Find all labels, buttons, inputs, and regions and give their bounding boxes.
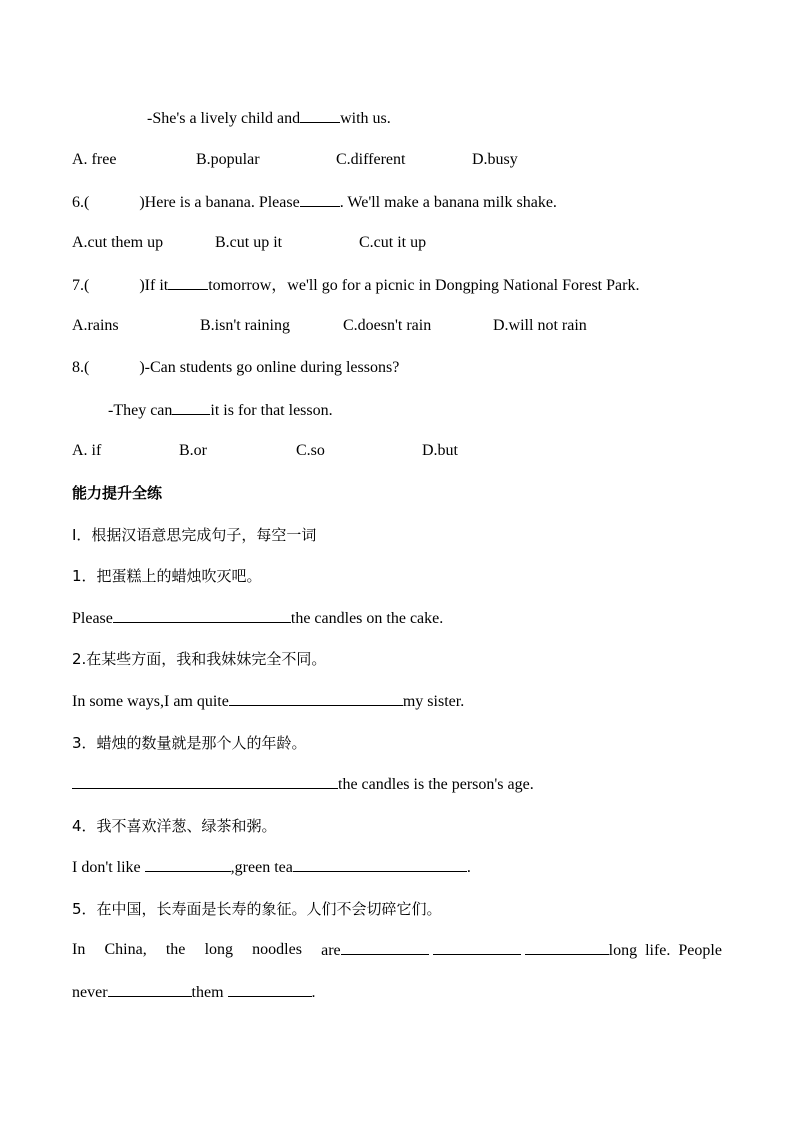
q8-number: 8.(: [72, 359, 90, 376]
q8-question: [72, 358, 399, 378]
q7-option-d[interactable]: D.will not rain: [493, 317, 587, 334]
s3-end: the candles is the person's age.: [338, 776, 534, 793]
q6-option-b[interactable]: B.cut up it: [215, 234, 283, 251]
q5-option-d[interactable]: D.busy: [472, 151, 518, 168]
q7-question: [72, 275, 639, 296]
q8-answer-text: -They can: [108, 402, 173, 419]
q6-blank[interactable]: [300, 192, 340, 207]
q5-option-b[interactable]: B.popular: [196, 151, 260, 168]
q7-number: 7.(: [72, 277, 90, 294]
s3-blank[interactable]: [72, 774, 338, 789]
q8-answer-line: [108, 400, 333, 421]
s5-chinese: 5．在中国，长寿面是长寿的象征。人们不会切碎它们。: [72, 900, 442, 918]
q8-option-b[interactable]: B.or: [179, 442, 207, 459]
q5-option-c[interactable]: C.different: [336, 151, 406, 168]
q7-tail: tomorrow，we'll go for a picnic in Dongping National Forest Park.: [208, 277, 640, 294]
s5-line2-end: .: [311, 984, 316, 1001]
q8-option-a[interactable]: A. if: [72, 442, 102, 459]
s2-start: In some ways,I am quite: [72, 693, 229, 710]
s4-english: [72, 857, 471, 878]
s5-word: long: [204, 941, 234, 958]
s5-blank-2[interactable]: [433, 940, 521, 955]
q6-option-a[interactable]: A.cut them up: [72, 234, 164, 251]
s5-blank-5[interactable]: [228, 982, 312, 997]
s5-word: the: [165, 941, 186, 958]
q5-answer-blank[interactable]: [300, 108, 340, 123]
s4-chinese: 4．我不喜欢洋葱、绿茶和粥。: [72, 817, 277, 835]
q7-text: )If it: [139, 277, 169, 294]
s5-line2-mid: them: [191, 984, 224, 1001]
q8-text: )-Can students go online during lessons?: [139, 359, 400, 376]
q8-answer-tail: it is for that lesson.: [210, 402, 333, 419]
s5-english-line1: [72, 940, 722, 961]
s2-english: [72, 691, 464, 712]
s5-word: noodles: [252, 941, 302, 958]
q5-answer-text: -She's a lively child and: [147, 110, 301, 127]
q7-option-b[interactable]: B.isn't raining: [200, 317, 290, 334]
s2-end: my sister.: [402, 693, 465, 710]
s1-english: [72, 608, 443, 629]
q7-option-a[interactable]: A.rains: [72, 317, 119, 334]
s5-line2-start: never: [72, 984, 108, 1001]
q6-text: )Here is a banana. Please: [139, 194, 300, 211]
s4-blank-1[interactable]: [145, 857, 231, 872]
s5-word: are: [321, 942, 341, 959]
part-title: I．根据汉语意思完成句子，每空一词: [72, 526, 317, 544]
q6-number: 6.(: [72, 194, 90, 211]
s5-blank-3[interactable]: [525, 940, 609, 955]
s1-end: the candles on the cake.: [290, 610, 444, 627]
s5-blanks: [321, 940, 722, 961]
s5-blank-4[interactable]: [108, 982, 192, 997]
q7-blank[interactable]: [168, 275, 208, 290]
s5-line1-end: long life. People: [608, 942, 722, 959]
s5-word: In: [72, 941, 86, 958]
s4-end: .: [466, 859, 471, 876]
section-title: 能力提升全练: [72, 484, 163, 502]
s2-blank[interactable]: [229, 691, 403, 706]
q8-option-d[interactable]: D.but: [422, 442, 458, 459]
q6-option-c[interactable]: C.cut it up: [359, 234, 427, 251]
q6-tail: . We'll make a banana milk shake.: [339, 194, 557, 211]
s5-blank-1[interactable]: [341, 940, 429, 955]
s1-start: Please: [72, 610, 113, 627]
q5-answer-tail: with us.: [340, 110, 391, 127]
s3-english: [72, 774, 534, 795]
q8-answer-blank[interactable]: [172, 400, 210, 415]
q5-option-a[interactable]: A. free: [72, 151, 117, 168]
s5-english-line2: [72, 982, 316, 1003]
s5-word: China,: [104, 941, 147, 958]
q6-question: [72, 192, 557, 213]
q8-option-c[interactable]: C.so: [296, 442, 325, 459]
s2-chinese: 2.在某些方面，我和我妹妹完全不同。: [72, 650, 327, 668]
s4-blank-2[interactable]: [293, 857, 467, 872]
s3-chinese: 3．蜡烛的数量就是那个人的年龄。: [72, 734, 307, 752]
q5-answer-line: [147, 108, 391, 129]
q7-option-c[interactable]: C.doesn't rain: [343, 317, 432, 334]
s4-mid: ,green tea: [230, 859, 293, 876]
s1-chinese: 1．把蛋糕上的蜡烛吹灭吧。: [72, 567, 262, 585]
s4-start: I don't like: [72, 859, 141, 876]
s1-blank[interactable]: [113, 608, 291, 623]
